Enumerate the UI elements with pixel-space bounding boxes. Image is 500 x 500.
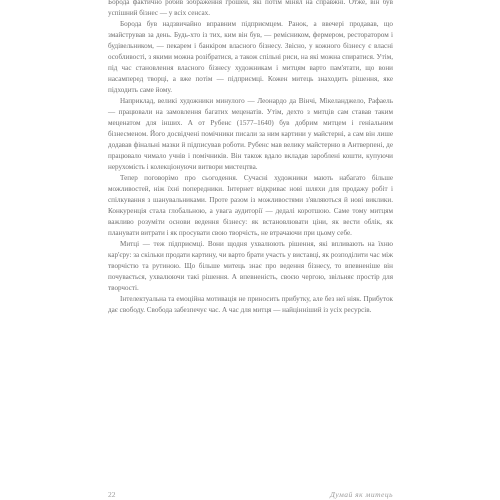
- running-title: Думай як митець: [330, 490, 393, 499]
- body-text: [108, 0, 393, 316]
- paragraph: Борода був надзвичайно вправним підприємцем. Ранок, а ввечері продавав, що змайстрував за день. Будь-хто із тих, ким він був, — ремісником, фермером, ресторатором і будівельником, — пекарем і банкіром власного бізнесу. Звісно, у кожного бізнесу є власні особливості, з якими можна розібратися, а також спільні риси, на які можна спиратися. Утім, під час становлення власного бізнесу художникам і митцям варто пам'ятати, що вони насамперед творці, а вже потім — підприємці. Кожен митець знаходить рішення, яке підходить саме йому.: [108, 20, 393, 94]
- paragraph: Інтелектуальна та емоційна мотивація не приносить прибутку, але без неї ніяк. Прибуток дає свободу. Свобода забезпечує час. А час для митця — найцінніший із усіх ресурсів.: [108, 295, 393, 314]
- paragraph: Митці — теж підприємці. Вони щодня ухвалюють рішення, які впливають на їхню кар'єру: за скільки продати картину, чи варто брати участь у виставці, як розподілити час між творчістю та рутиною. Що більше митець знає про ведення бізнесу, то впевненіше він почувається, ухвалюючи такі рішення. А впевненість, своєю чергою, звільняє простір для творчості.: [108, 240, 393, 292]
- paragraph: Наприклад, великі художники минулого — Леонардо да Вінчі, Мікеланджело, Рафаель — працювали на замовлення багатих меценатів. Утім, дехто з митців сам ставав таким меценатом для інших. А от Рубенс (1577–1640) був добрим митцем і геніальним бізнесменом. Його досвідчені помічники писали за ним картини у майстерні, а сам він лише додавав фінальні мазки й підписував роботи. Рубенс мав велику майстерню в Антверпені, де працювало чимало учнів і помічників. Він також вдало вкладав зароблені кошти, купуючи нерухомість і колекціонуючи витвори мистецтва.: [108, 97, 393, 171]
- paragraph: Борода фактично робив зображення грошей, які потім мінял на справжні. Отже, він був успішний бізнес — у всіх сенсах.: [108, 0, 393, 17]
- paragraph: Тепер поговорімо про сьогодення. Сучасні художники мають набагато більше можливостей, ніж їхні попередники. Інтернет відкриває нові шляхи для продажу робіт і спілкування з шанувальниками. Проте разом із можливостями з'являються й нові виклики. Конкуренція стала глобальною, а увага аудиторії — дедалі коротшою. Саме тому митцям важливо розуміти основи ведення бізнесу: як встановлювати ціни, як вести облік, як планувати витрати і як просувати свою творчість, не втрачаючи при цьому себе.: [108, 174, 393, 237]
- page-number: 22: [108, 490, 116, 499]
- page-footer: [108, 490, 393, 499]
